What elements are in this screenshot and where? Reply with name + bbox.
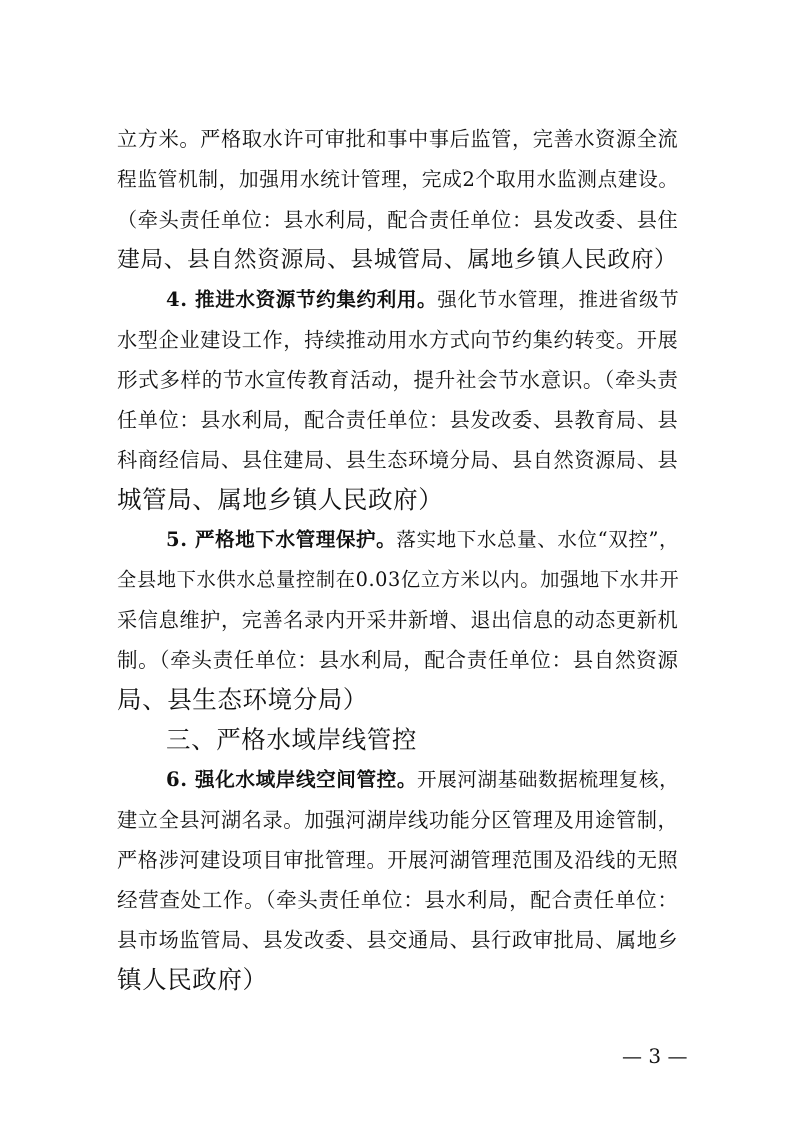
- line-text: 全县地下水供水总量控制在0.03亿立方米以内。加强地下水井开: [117, 568, 680, 591]
- line-text: 水型企业建设工作，持续推动用水方式向节约集约转变。开展: [117, 328, 679, 352]
- paragraph-line: [117, 644, 679, 676]
- paragraph-line: [117, 844, 678, 876]
- paragraph-line: [117, 564, 679, 596]
- paragraph-line: [117, 444, 678, 476]
- paragraph-line: [117, 484, 443, 516]
- paragraph-line: [117, 364, 679, 396]
- item-6-heading-line: [166, 764, 679, 796]
- paragraph-line: [117, 924, 678, 956]
- item-5-heading-line: [166, 524, 679, 556]
- section-3-heading: [166, 724, 417, 756]
- item-6-title: 6. 强化水域岸线空间管控。: [166, 768, 418, 791]
- line-text: 制。（牵头责任单位：县水利局，配合责任单位：县自然资源: [117, 648, 679, 672]
- paragraph-line: [117, 204, 678, 236]
- line-text: 城管局、属地乡镇人民政府）: [117, 485, 444, 514]
- line-text: 经营查处工作。（牵头责任单位：县水利局，配合责任单位：: [117, 888, 679, 912]
- line-text: 强化节水管理，推进省级节: [437, 288, 680, 311]
- paragraph-line: [117, 123, 678, 155]
- paragraph-line: [117, 164, 679, 196]
- paragraph-line: [117, 404, 678, 436]
- paragraph-line: [117, 964, 268, 996]
- paragraph-line: [117, 684, 368, 716]
- paragraph-line: [117, 324, 678, 356]
- line-text: 建局、县自然资源局、县城管局、属地乡镇人民政府）: [117, 247, 678, 273]
- line-text: 落实地下水总量、水位“双控”，: [396, 528, 680, 551]
- line-text: 建立全县河湖名录。加强河湖岸线功能分区管理及用途管制，: [117, 808, 679, 832]
- paragraph-line: [117, 804, 678, 836]
- page-number: — 3 —: [622, 1044, 688, 1068]
- line-text: 开展河湖基础数据梳理复核，: [417, 768, 680, 791]
- section-heading-text: 三、严格水域岸线管控: [166, 725, 417, 754]
- line-text: 立方米。严格取水许可审批和事中事后监管，完善水资源全流: [117, 127, 679, 151]
- paragraph-line: [117, 604, 678, 636]
- line-text: 形式多样的节水宣传教育活动，提升社会节水意识。（牵头责: [117, 368, 679, 392]
- line-text: 程监管机制，加强用水统计管理，完成2个取用水监测点建设。: [117, 168, 679, 191]
- line-text: 县市场监管局、县发改委、县交通局、县行政审批局、属地乡: [117, 928, 679, 952]
- line-text: 科商经信局、县住建局、县生态环境分局、县自然资源局、县: [117, 448, 679, 472]
- line-text: 镇人民政府）: [117, 965, 268, 994]
- line-text: 采信息维护，完善名录内开采井新增、退出信息的动态更新机: [117, 608, 679, 632]
- line-text: 任单位：县水利局，配合责任单位：县发改委、县教育局、县: [117, 408, 679, 432]
- line-text: 严格涉河建设项目审批管理。开展河湖管理范围及沿线的无照: [117, 848, 679, 872]
- item-5-title: 5. 严格地下水管理保护。: [166, 528, 397, 551]
- item-4-heading-line: [166, 284, 679, 316]
- paragraph-line: [117, 884, 679, 916]
- paragraph-line: [117, 244, 677, 276]
- item-4-title: 4. 推进水资源节约集约利用。: [166, 288, 438, 311]
- line-text: （牵头责任单位：县水利局，配合责任单位：县发改委、县住: [117, 208, 679, 232]
- line-text: 局、县生态环境分局）: [117, 685, 368, 714]
